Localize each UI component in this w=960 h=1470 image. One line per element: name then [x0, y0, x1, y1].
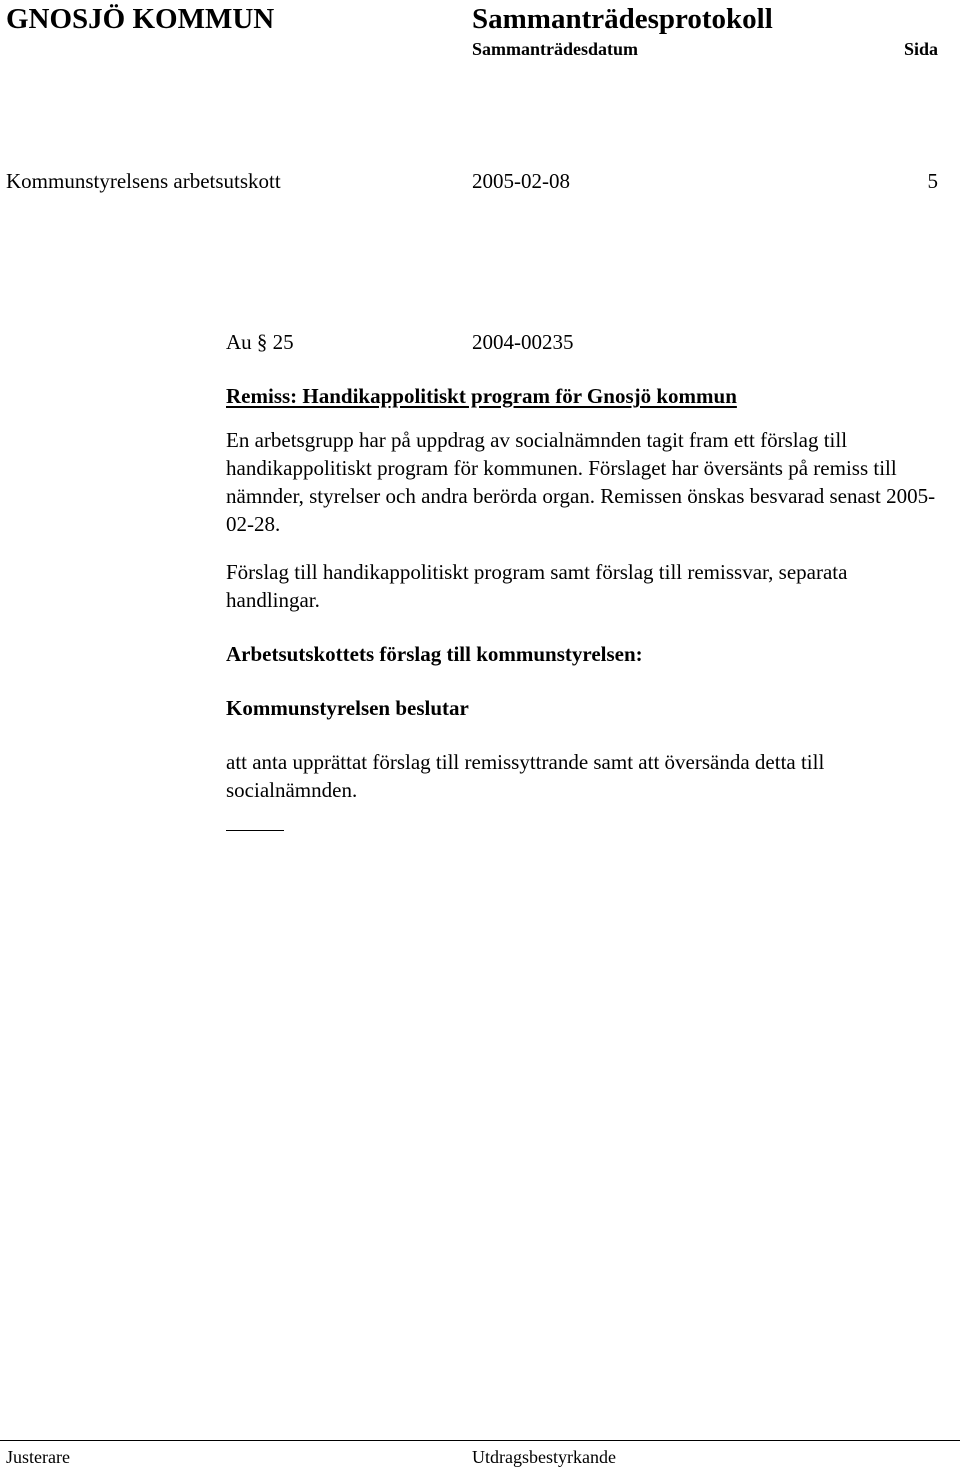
- municipality-name: GNOSJÖ KOMMUN: [6, 3, 275, 35]
- committee-name: Kommunstyrelsens arbetsutskott: [6, 169, 281, 193]
- page-number: 5: [927, 169, 938, 193]
- proposal-heading: Arbetsutskottets förslag till kommunstyrelsen:: [226, 642, 643, 666]
- decision-text: att anta upprättat förslag till remissyttrande samt att översända detta till socialnämnden.: [226, 750, 825, 802]
- adjuster-label: Justerare: [6, 1447, 70, 1467]
- case-row: [226, 328, 942, 356]
- extract-certification-label: Utdragsbestyrkande: [472, 1447, 616, 1467]
- background-paragraph: En arbetsgrupp har på uppdrag av socialnämnden tagit fram ett förslag till handikappolitiskt program för kommunen. Förslaget har översänts på remiss till nämnder, styrelser och andra berörda organ. Remissen önskas besvarad senast 2005-02-28.: [226, 428, 936, 536]
- meeting-date: 2005-02-08: [472, 169, 570, 193]
- protocol-section: [226, 328, 942, 831]
- case-number: Au § 25: [226, 330, 294, 354]
- document-type: Sammanträdesprotokoll: [472, 3, 773, 35]
- footer-divider: [0, 1440, 960, 1441]
- attachments-paragraph: Förslag till handikappolitiskt program samt förslag till remissvar, separata handlingar.: [226, 560, 848, 612]
- section-end-rule: [226, 830, 284, 831]
- case-reference: 2004-00235: [472, 330, 574, 354]
- decision-heading: Kommunstyrelsen beslutar: [226, 696, 469, 720]
- case-title: Remiss: Handikappolitiskt program för Gnosjö kommun: [226, 384, 737, 408]
- page-label: Sida: [903, 39, 938, 59]
- meeting-date-label: Sammanträdesdatum: [472, 39, 639, 59]
